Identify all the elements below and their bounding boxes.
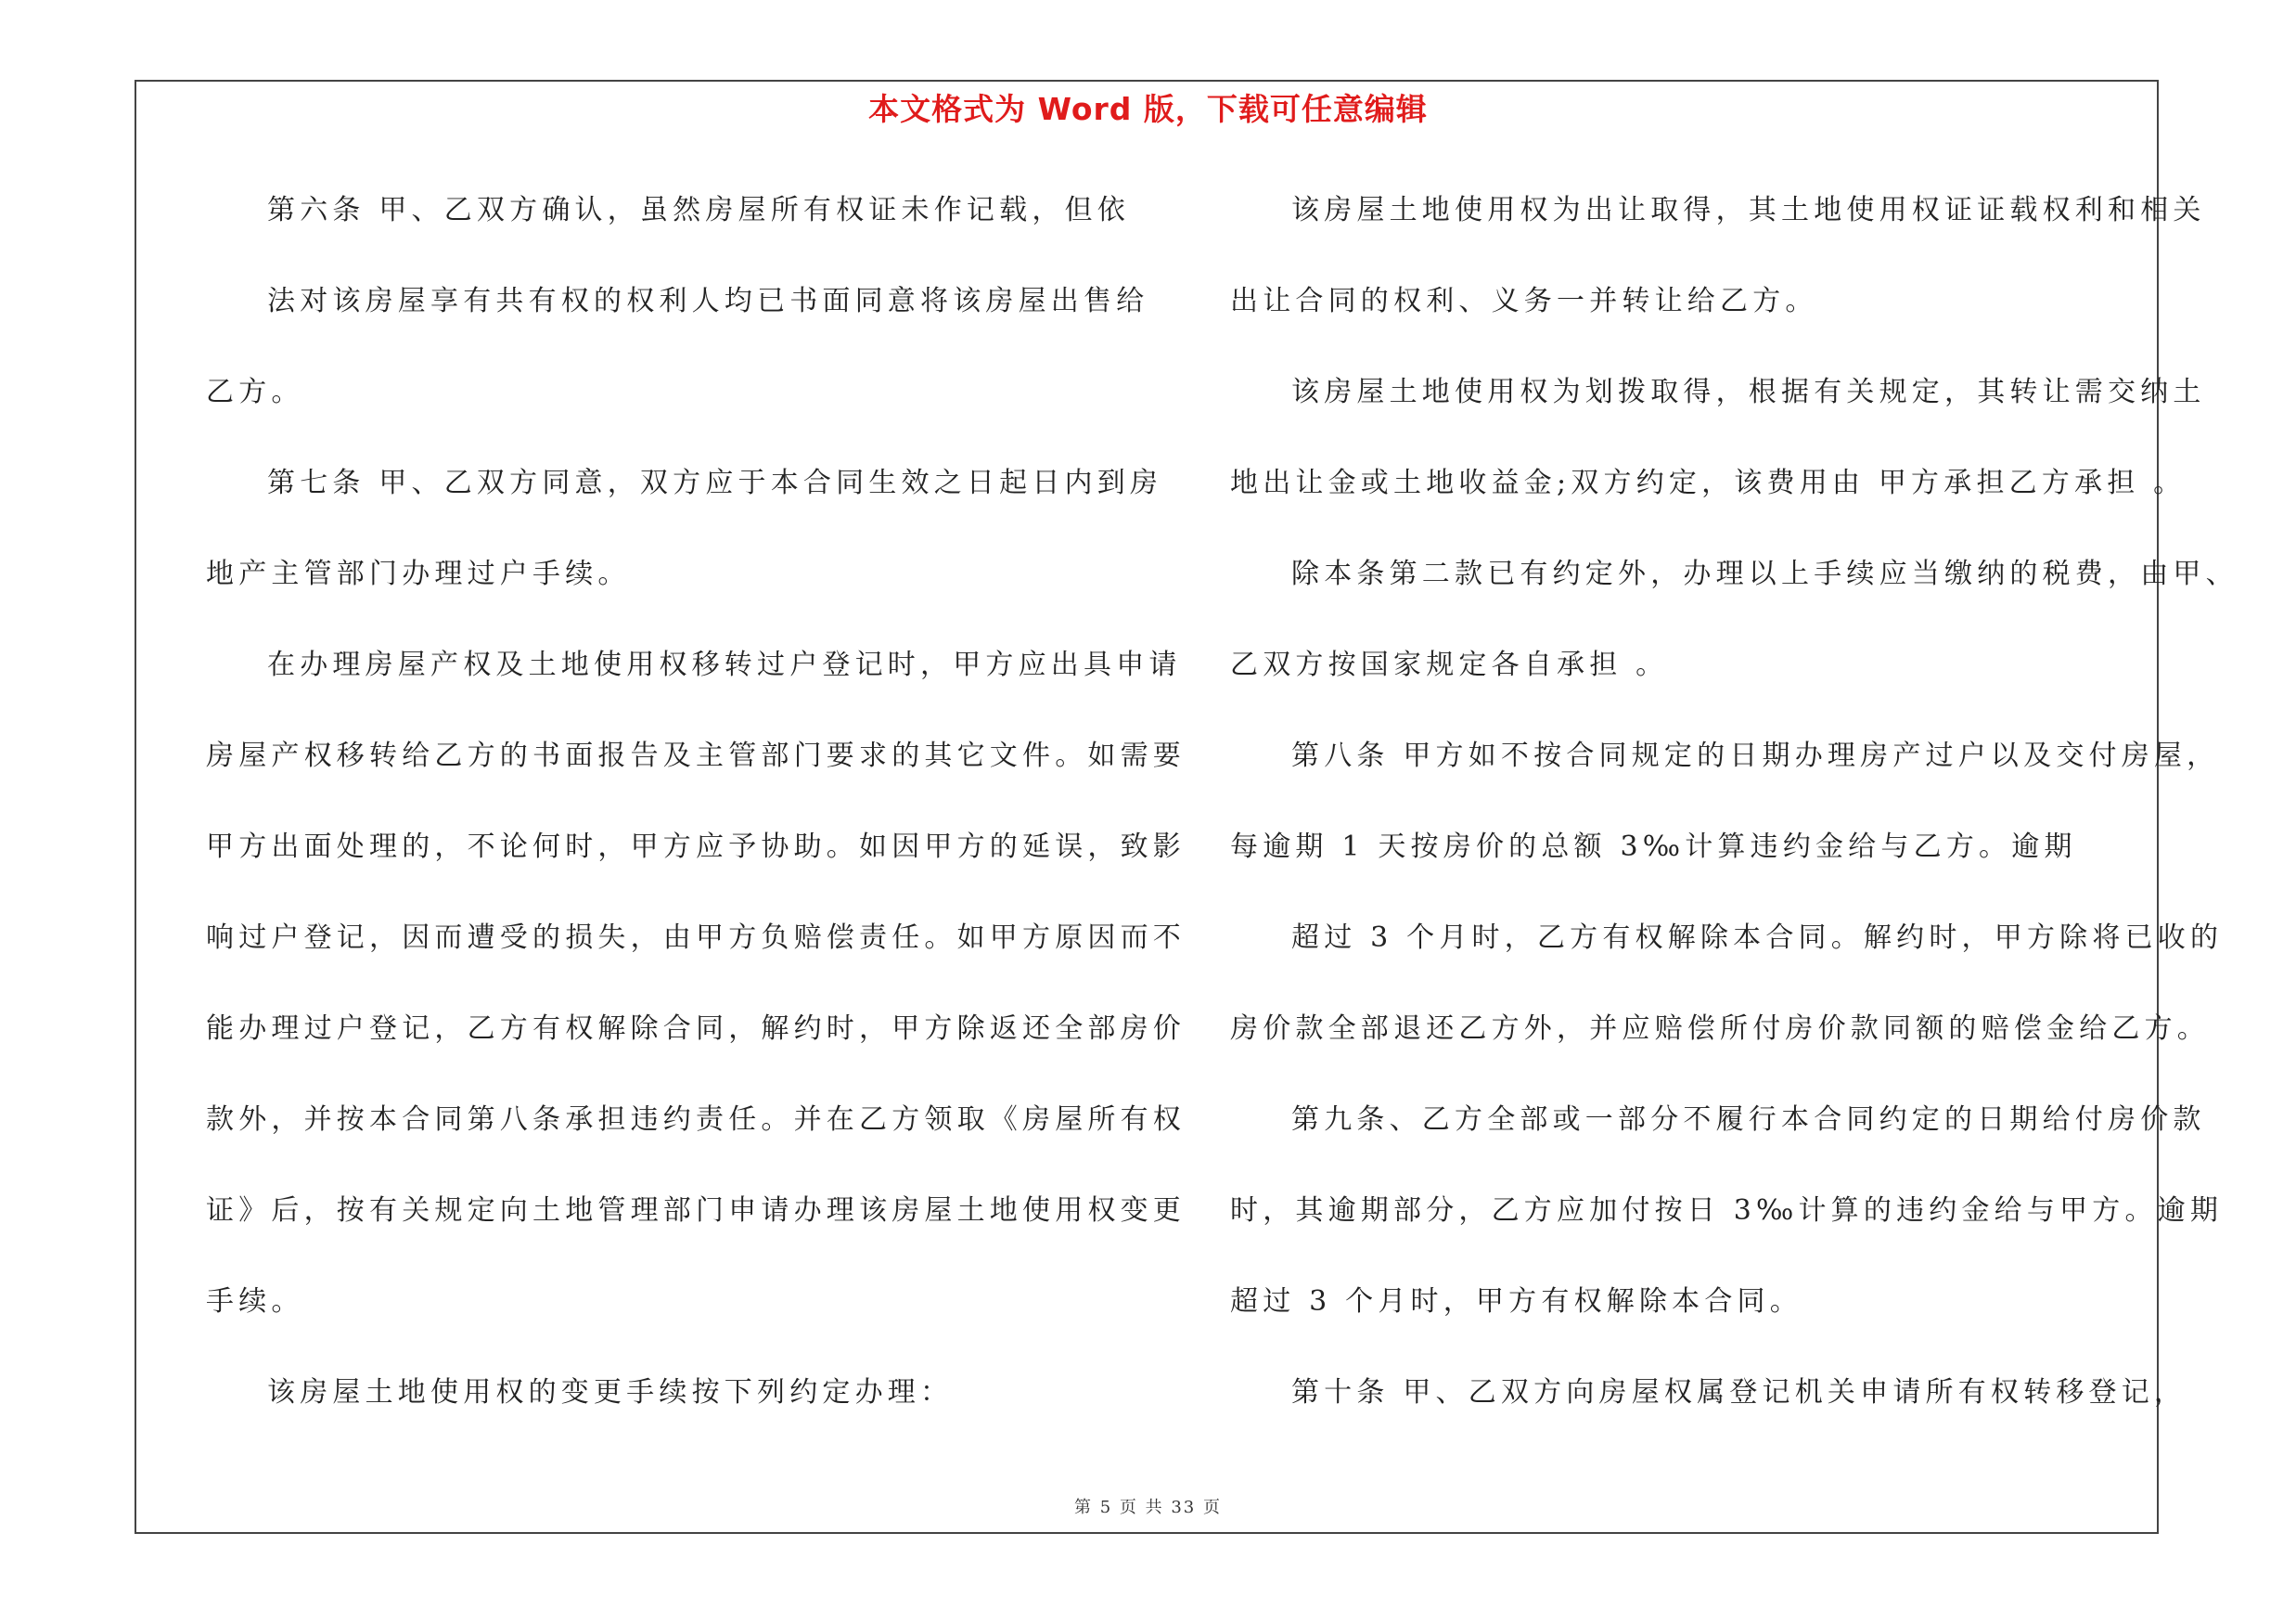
text-line: 除本条第二款已有约定外，办理以上手续应当缴纳的税费，由甲、 (1291, 558, 2238, 590)
text-line: 地出让金或土地收益金;双方约定，该费用由 甲方承担乙方承担 。 (1230, 467, 2187, 499)
format-banner: 本文格式为 Word 版，下载可任意编辑 (868, 91, 1428, 127)
text-line: 第八条 甲方如不按合同规定的日期办理房产过户以及交付房屋， (1291, 740, 2220, 772)
text-line: 该房屋土地使用权为出让取得，其土地使用权证证载权利和相关 (1291, 194, 2206, 226)
text-line: 能办理过户登记，乙方有权解除合同，解约时，甲方除返还全部房价 (206, 1012, 1186, 1045)
left-column (206, 181, 1186, 1454)
text-line: 款外，并按本合同第八条承担违约责任。并在乙方领取《房屋所有权 (206, 1103, 1186, 1136)
text-line: 在办理房屋产权及土地使用权移转过户登记时，甲方应出具申请 (267, 649, 1182, 681)
text-line: 时，其逾期部分，乙方应加付按日 3‰计算的违约金给与甲方。逾期 (1230, 1194, 2224, 1227)
page-number-footer: 第 5 页 共 33 页 (1074, 1498, 1222, 1517)
text-line: 房屋产权移转给乙方的书面报告及主管部门要求的其它文件。如需要 (206, 740, 1186, 772)
text-line: 第九条、乙方全部或一部分不履行本合同约定的日期给付房价款 (1291, 1103, 2206, 1136)
text-line: 第十条 甲、乙双方向房屋权属登记机关申请所有权转移登记， (1291, 1376, 2187, 1409)
text-line: 地产主管部门办理过户手续。 (206, 558, 631, 590)
text-line: 第六条 甲、乙双方确认，虽然房屋所有权证未作记载，但依 (267, 194, 1130, 226)
text-line: 乙双方按国家规定各自承担 。 (1230, 649, 1669, 681)
text-line: 响过户登记，因而遭受的损失，由甲方负赔偿责任。如甲方原因而不 (206, 921, 1186, 954)
text-line: 第七条 甲、乙双方同意，双方应于本合同生效之日起日内到房 (267, 467, 1163, 499)
text-line: 手续。 (206, 1285, 304, 1318)
right-column (1230, 181, 2238, 1454)
text-line: 出让合同的权利、义务一并转让给乙方。 (1230, 285, 1818, 317)
text-line: 甲方出面处理的，不论何时，甲方应予协助。如因甲方的延误，致影 (206, 831, 1186, 863)
text-line: 该房屋土地使用权为划拨取得，根据有关规定，其转让需交纳土 (1291, 376, 2206, 408)
text-line: 超过 3 个月时，甲方有权解除本合同。 (1230, 1285, 1802, 1318)
text-line: 法对该房屋享有共有权的权利人均已书面同意将该房屋出售给 (267, 285, 1149, 317)
text-line: 超过 3 个月时，乙方有权解除本合同。解约时，甲方除将已收的 (1291, 921, 2224, 954)
text-line: 乙方。 (206, 376, 304, 408)
text-line: 每逾期 1 天按房价的总额 3‰计算违约金给与乙方。逾期 (1230, 831, 2077, 863)
text-line: 证》后，按有关规定向土地管理部门申请办理该房屋土地使用权变更 (206, 1194, 1186, 1227)
text-line: 该房屋土地使用权的变更手续按下列约定办理： (267, 1376, 954, 1409)
text-line: 房价款全部退还乙方外，并应赔偿所付房价款同额的赔偿金给乙方。 (1230, 1012, 2210, 1045)
